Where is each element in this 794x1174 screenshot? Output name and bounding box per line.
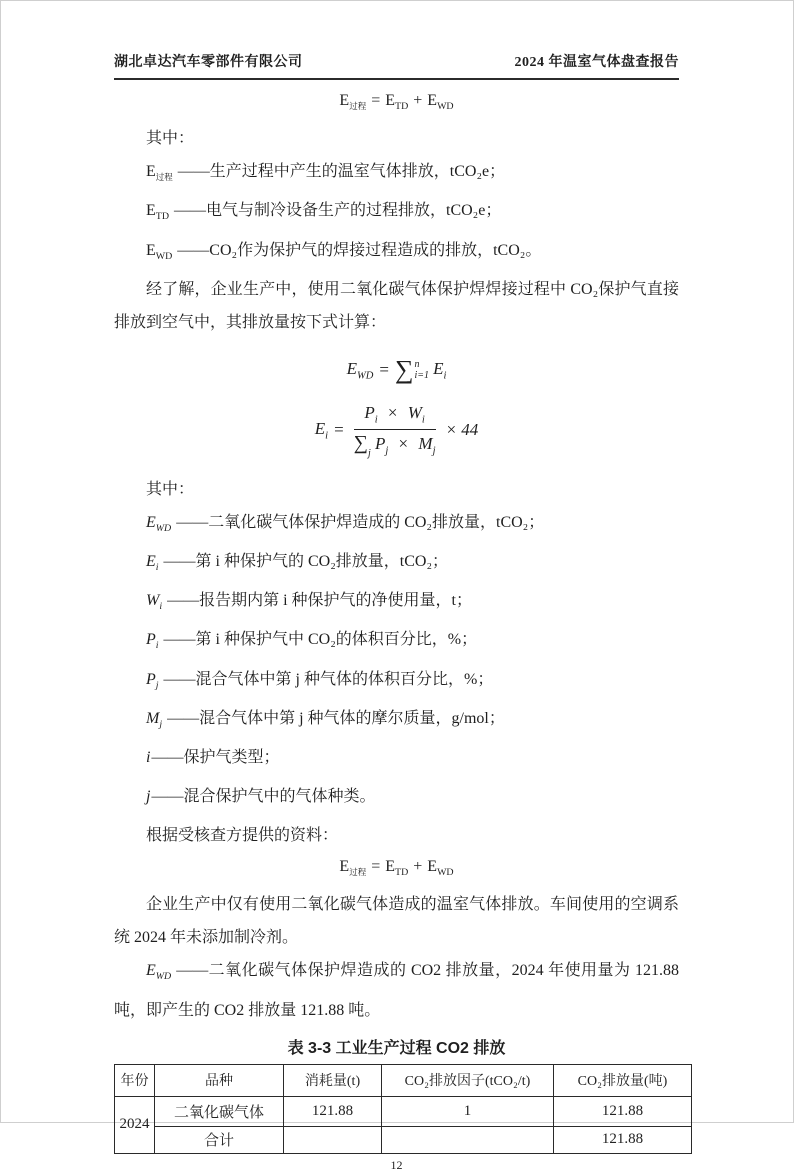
formula-term: P [374,433,386,453]
formula-subscript: i [421,414,425,426]
col-header-consumption: 消耗量(t) [284,1064,382,1096]
formula-process-total [114,86,679,122]
fraction-numerator [354,403,436,429]
col-header-year: 年份 [115,1064,155,1096]
col-header-emission: CO₂排放量(吨) [554,1064,692,1096]
formula-operator: + [413,92,423,109]
header-company: 湖北卓达汽车零部件有限公司 [114,55,303,70]
definition-item [114,545,679,584]
formula-subscript: 过程 [349,101,367,112]
variable-subscript: WD [155,250,173,262]
cell-consumption: 121.88 [284,1096,382,1126]
variable-base: i [146,748,151,766]
formula-ei-fraction [114,393,679,467]
definition-item [114,506,679,545]
variable-subscript: j [159,718,163,730]
formula-subscript: WD [437,867,454,879]
definition-item [114,584,679,623]
paragraph-basis: 根据受核查方提供的资料： [146,827,339,845]
variable-subscript: i [155,640,159,652]
variable-subscript: i [159,601,163,613]
formula-term: E [339,92,350,109]
paragraph-only-co2: 企业生产中仅有使用二氧化碳气体造成的温室气体排放。车间使用的空调系统 2024 年未添加制冷剂。 [114,896,679,947]
definition-item [114,623,679,662]
formula-process-total-repeat [114,852,679,888]
cell-total-factor [382,1126,554,1153]
sum-lower-limit: i=1 [414,369,430,381]
variable-base: P [146,670,156,688]
cell-year: 2024 [115,1096,155,1153]
sigma-symbol: ∑ [394,354,414,384]
variable-base: E [146,241,156,259]
formula-term: E [339,858,350,876]
formula-subscript: WD [437,101,454,113]
definition-text: ——二氧化碳气体保护焊造成的 CO₂排放量，tCO₂； [176,513,545,531]
fraction [353,403,436,459]
formula-subscript: j [385,445,389,457]
definition-text: ——报告期内第 i 种保护气的净使用量，t； [167,592,472,610]
formula-term: M [418,433,433,453]
variable-subscript: TD [155,211,169,223]
formula-term: E [346,358,357,378]
definition-text: ——生产过程中产生的温室气体排放，tCO₂e； [177,163,506,181]
formula-subscript: 过程 [349,867,367,878]
variable-base: W [146,592,160,610]
definition-text: ——混合保护气中的气体种类。 [151,788,376,806]
table-row [115,1096,692,1126]
formula-subscript: i [374,414,378,426]
sum-upper-limit: n [414,358,420,370]
fraction-denominator [353,430,436,459]
variable-base: M [146,709,160,727]
co2-emission-table [114,1064,692,1154]
definition-text: ——第 i 种保护气中 CO₂的体积百分比，%； [163,631,478,649]
col-header-species: 品种 [155,1064,284,1096]
cell-total-label: 合计 [155,1126,284,1153]
cell-species: 二氧化碳气体 [155,1096,284,1126]
variable-subscript: j [155,679,159,691]
sum-lower-limit: j [367,447,371,459]
formula-term: E [385,92,396,109]
cell-factor: 1 [382,1096,554,1126]
definition-item [114,234,679,273]
page-header [114,1,679,80]
formula-term: E [427,92,438,109]
formula-subscript: TD [395,867,409,879]
formula-operator: = [371,92,381,109]
variable-subscript: WD [155,522,172,534]
cell-total-consumption [284,1126,382,1153]
definition-text: ——混合气体中第 j 种气体的摩尔质量，g/mol； [167,709,505,727]
paragraph-text: ——二氧化碳气体保护焊造成的 CO2 排放量，2024 年使用量为 121.88 吨，即产生的 CO2 排放量 121.88 吨。 [114,962,679,1019]
definition-item [114,155,679,194]
paragraph-ewd-usage [114,954,679,1026]
formula-term: E [314,418,326,438]
variable-base: P [146,631,156,649]
variable-base: j [146,788,151,806]
defs1-intro: 其中： [146,130,195,148]
definition-item [114,702,679,741]
variable-base: E [146,513,156,531]
formula-operator: = [371,858,381,876]
table-title: 表 3-3 工业生产过程 CO2 排放 [287,1039,506,1057]
formula-subscript: WD [357,369,374,381]
definition-text: ——混合气体中第 j 种气体的体积百分比，%； [163,670,494,688]
page-number: 12 [390,1157,403,1172]
table-total-row [115,1126,692,1153]
formula-operator: × [398,433,409,453]
cell-total-emission: 121.88 [554,1126,692,1153]
formula-operator: × [387,403,398,423]
formula-subscript: j [432,445,436,457]
definition-text: ——第 i 种保护气的 CO₂排放量，tCO₂； [163,552,449,570]
definition-item [114,741,679,780]
defs2-intro: 其中： [146,480,195,498]
formula-operator: = [379,359,389,379]
definition-item [114,780,679,819]
formula-subscript: TD [395,101,409,113]
definition-text: ——电气与制冷设备生产的过程排放，tCO₂e； [174,202,502,220]
formula-term: E [385,858,396,876]
formula-ewd-sum [114,347,679,393]
table-header-row [115,1064,692,1096]
variable-subscript: i [155,562,159,574]
variable-base: E [146,552,156,570]
formula-subscript: i [443,369,447,381]
variable-base: E [146,962,156,980]
definition-text: ——CO₂作为保护气的焊接过程造成的排放，tCO₂。 [177,241,542,259]
variable-subscript: WD [155,971,172,983]
variable-base: E [146,202,156,220]
cell-emission: 121.88 [554,1096,692,1126]
formula-term: W [407,403,422,423]
sigma-symbol: ∑ [353,431,368,454]
definition-item [114,194,679,233]
definition-text: ——保护气类型； [151,748,280,766]
header-report-title: 2024 年温室气体盘查报告 [514,55,679,70]
paragraph-welding-note: 经了解，企业生产中，使用二氧化碳气体保护焊焊接过程中 CO₂保护气直接排放到空气中，其排放量按下式计算： [114,280,679,331]
variable-subscript: 过程 [155,172,173,183]
variable-base: E [146,163,156,181]
formula-term: P [364,403,375,423]
formula-operator: = [334,419,344,439]
formula-term: E [433,358,444,378]
formula-multiplier: × 44 [445,419,479,439]
formula-subscript: i [325,429,329,441]
definition-item [114,663,679,702]
col-header-factor: CO₂排放因子(tCO₂/t) [382,1064,554,1096]
formula-term: E [427,858,438,876]
formula-operator: + [413,858,423,876]
